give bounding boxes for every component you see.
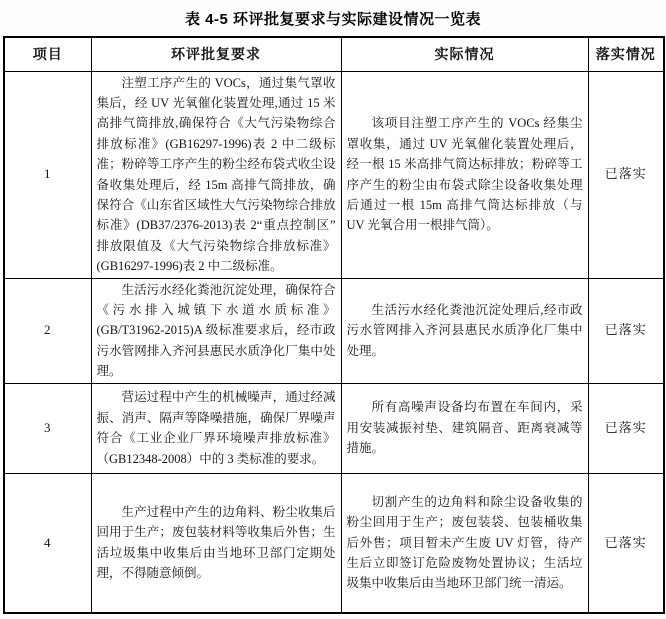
table-row	[4, 278, 664, 383]
header-row	[4, 37, 664, 71]
actual-cell: 该项目注塑工序产生的 VOCs 经集尘罩收集，通过 UV 光氧催化装置处理后，经一根 15 米高排气筒达标排放；粉碎等工序产生的粉尘由布袋式除尘设备收集处理后通过一根 15m 高排气筒达标排放（与 UV 光氧合用一根排气筒）。	[341, 71, 588, 278]
requirement-cell: 营运过程中产生的机械噪声，通过经减振、消声、隔声等降噪措施，确保厂界噪声符合《工业企业厂界环境噪声排放标准》（GB12348-2008）中的 3 类标准的要求。	[91, 383, 341, 473]
status-cell: 已落实	[588, 71, 664, 278]
actual-cell: 所有高噪声设备均布置在车间内，采用安装减振衬垫、建筑隔音、距离衰减等措施。	[341, 383, 588, 473]
table-row	[4, 71, 664, 278]
item-number: 4	[4, 473, 91, 613]
approval-comparison-table	[3, 36, 665, 614]
item-number: 1	[4, 71, 91, 278]
header-status: 落实情况	[588, 37, 664, 71]
item-number: 3	[4, 383, 91, 473]
header-actual: 实际情况	[341, 37, 588, 71]
status-cell: 已落实	[588, 383, 664, 473]
requirement-cell: 注塑工序产生的 VOCs，通过集气罩收集后，经 UV 光氧催化装置处理,通过 15 米高排气筒排放,确保符合《大气污染物综合排放标准》(GB16297-1996)表 2 中二级标准；粉碎等工序产生的粉尘经布袋式收尘设备收集处理后，经 15m 高排气筒排放，确保符合《山东省区域性大气污染物综合排放标准》(DB37/2376-2013)表 2“重点控制区”排放限值及《大气污染物综合排放标准》(GB16297-1996)表 2 中二级标准。	[91, 71, 341, 278]
table-row	[4, 383, 664, 473]
actual-cell: 切割产生的边角料和除尘设备收集的粉尘回用于生产；废包装袋、包装桶收集后外售；项目暂未产生废 UV 灯管，待产生后立即签订危险废物处置协议；生活垃圾集中收集后由当地环卫部门统一清运。	[341, 473, 588, 613]
table-row	[4, 473, 664, 613]
actual-cell: 生活污水经化粪池沉淀处理后,经市政污水管网排入齐河县惠民水质净化厂集中处理。	[341, 278, 588, 383]
header-item: 项目	[4, 37, 91, 71]
status-cell: 已落实	[588, 278, 664, 383]
status-cell: 已落实	[588, 473, 664, 613]
requirement-cell: 生产过程中产生的边角料、粉尘收集后回用于生产；废包装材料等收集后外售；生活垃圾集中收集后由当地环卫部门定期处理，不得随意倾倒。	[91, 473, 341, 613]
header-requirement: 环评批复要求	[91, 37, 341, 71]
requirement-cell: 生活污水经化粪池沉淀处理，确保符合《污水排入城镇下水道水质标准》(GB/T31962-2015)A 级标准要求后，经市政污水管网排入齐河县惠民水质净化厂集中处理。	[91, 278, 341, 383]
table-title: 表 4-5 环评批复要求与实际建设情况一览表	[184, 11, 482, 28]
item-number: 2	[4, 278, 91, 383]
